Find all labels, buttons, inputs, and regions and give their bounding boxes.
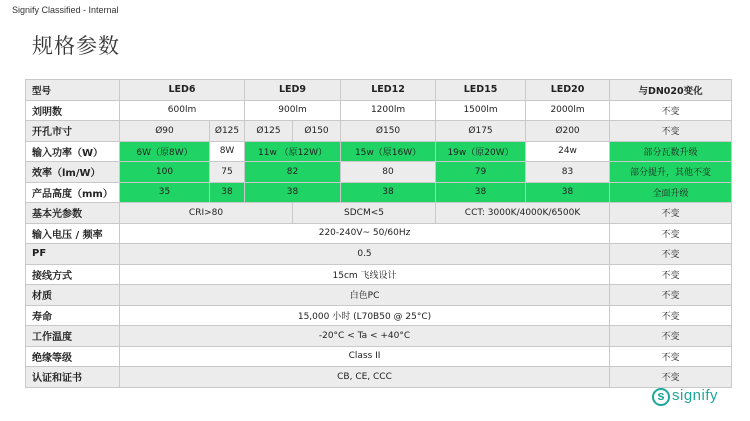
cell-led20-lumen: 2000lm bbox=[526, 100, 610, 121]
cell-insulation: Class II bbox=[120, 346, 610, 367]
classification-label: Signify Classified - Internal bbox=[12, 5, 119, 15]
cell-lifetime: 15,000 小时 (L70B50 @ 25°C) bbox=[120, 305, 610, 326]
row-label: 效率（lm/W） bbox=[26, 162, 120, 183]
cell-cutout: Ø125 bbox=[245, 121, 293, 142]
cell-efficacy: 75 bbox=[210, 162, 245, 183]
row-label: 寿命 bbox=[26, 305, 120, 326]
row-label: 工作温度 bbox=[26, 326, 120, 347]
cell-power: 19w（原20W） bbox=[436, 141, 526, 162]
table-row-optics bbox=[26, 203, 732, 224]
row-label: 材质 bbox=[26, 285, 120, 306]
cell-led15-lumen: 1500lm bbox=[436, 100, 526, 121]
row-label: 产品高度（mm） bbox=[26, 182, 120, 203]
header-led9: LED9 bbox=[245, 80, 341, 101]
header-led15: LED15 bbox=[436, 80, 526, 101]
row-label: 认证和证书 bbox=[26, 367, 120, 388]
cell-change: 不变 bbox=[610, 244, 732, 265]
cell-efficacy: 79 bbox=[436, 162, 526, 183]
spec-table bbox=[25, 79, 732, 388]
table-header-row bbox=[26, 80, 732, 101]
cell-power: 8W bbox=[210, 141, 245, 162]
cell-power: 15w（原16W） bbox=[341, 141, 436, 162]
cell-efficacy: 83 bbox=[526, 162, 610, 183]
table-row-efficacy bbox=[26, 162, 732, 183]
table-row-temperature bbox=[26, 326, 732, 347]
row-label: 基本光参数 bbox=[26, 203, 120, 224]
cell-efficacy: 100 bbox=[120, 162, 210, 183]
cell-change: 不变 bbox=[610, 100, 732, 121]
cell-change: 不变 bbox=[610, 223, 732, 244]
cell-temperature: -20°C < Ta < +40°C bbox=[120, 326, 610, 347]
table-row-lifetime bbox=[26, 305, 732, 326]
cell-cutout: Ø200 bbox=[526, 121, 610, 142]
cell-change: 部分提升，其他不变 bbox=[610, 162, 732, 183]
signify-logo: s signify bbox=[652, 386, 732, 408]
logo-text: signify bbox=[672, 387, 719, 404]
cell-led9-lumen: 900lm bbox=[245, 100, 341, 121]
cell-change: 不变 bbox=[610, 285, 732, 306]
cell-led6-lumen: 600lm bbox=[120, 100, 245, 121]
cell-change: 不变 bbox=[610, 121, 732, 142]
cell-change: 不变 bbox=[610, 264, 732, 285]
row-label: 刘明数 bbox=[26, 100, 120, 121]
table-row-insulation bbox=[26, 346, 732, 367]
cell-pf: 0.5 bbox=[120, 244, 610, 265]
row-label: 接线方式 bbox=[26, 264, 120, 285]
cell-change: 不变 bbox=[610, 346, 732, 367]
cell-power: 11w （原12W） bbox=[245, 141, 341, 162]
header-led12: LED12 bbox=[341, 80, 436, 101]
cell-change: 不变 bbox=[610, 305, 732, 326]
cell-cri: CRI>80 bbox=[120, 203, 293, 224]
cell-certification: CB, CE, CCC bbox=[120, 367, 610, 388]
header-model-label: 型号 bbox=[26, 80, 120, 101]
cell-cutout: Ø90 bbox=[120, 121, 210, 142]
cell-wiring: 15cm 飞线设计 bbox=[120, 264, 610, 285]
cell-led12-lumen: 1200lm bbox=[341, 100, 436, 121]
cell-cutout: Ø175 bbox=[436, 121, 526, 142]
table-row-lumen bbox=[26, 100, 732, 121]
cell-power: 6W（原8W） bbox=[120, 141, 210, 162]
cell-height: 38 bbox=[210, 182, 245, 203]
cell-change: 部分瓦数升级 bbox=[610, 141, 732, 162]
cell-efficacy: 82 bbox=[245, 162, 341, 183]
cell-cutout: Ø125 bbox=[210, 121, 245, 142]
table-row-cutout bbox=[26, 121, 732, 142]
cell-cutout: Ø150 bbox=[293, 121, 341, 142]
cell-change: 不变 bbox=[610, 326, 732, 347]
table-row-certification bbox=[26, 367, 732, 388]
header-change: 与DN020变化 bbox=[610, 80, 732, 101]
row-label: 输入电压 / 频率 bbox=[26, 223, 120, 244]
row-label: PF bbox=[26, 244, 120, 265]
table-row-power bbox=[26, 141, 732, 162]
table-row-pf bbox=[26, 244, 732, 265]
cell-height: 35 bbox=[120, 182, 210, 203]
table-row-height bbox=[26, 182, 732, 203]
table-row-wiring bbox=[26, 264, 732, 285]
cell-material: 白色PC bbox=[120, 285, 610, 306]
cell-power: 24w bbox=[526, 141, 610, 162]
cell-height: 38 bbox=[436, 182, 526, 203]
cell-cct: CCT: 3000K/4000K/6500K bbox=[436, 203, 610, 224]
row-label: 绝缘等级 bbox=[26, 346, 120, 367]
cell-height: 38 bbox=[526, 182, 610, 203]
table-row-material bbox=[26, 285, 732, 306]
header-led6: LED6 bbox=[120, 80, 245, 101]
cell-cutout: Ø150 bbox=[341, 121, 436, 142]
cell-sdcm: SDCM<5 bbox=[293, 203, 436, 224]
cell-change: 不变 bbox=[610, 367, 732, 388]
cell-voltage: 220-240V~ 50/60Hz bbox=[120, 223, 610, 244]
cell-height: 38 bbox=[245, 182, 341, 203]
cell-efficacy: 80 bbox=[341, 162, 436, 183]
row-label: 输入功率（W） bbox=[26, 141, 120, 162]
cell-height: 38 bbox=[341, 182, 436, 203]
cell-change: 不变 bbox=[610, 203, 732, 224]
header-led20: LED20 bbox=[526, 80, 610, 101]
row-label: 开孔市寸 bbox=[26, 121, 120, 142]
table-row-voltage bbox=[26, 223, 732, 244]
cell-change: 全面升级 bbox=[610, 182, 732, 203]
page-title: 规格参数 bbox=[32, 34, 120, 58]
